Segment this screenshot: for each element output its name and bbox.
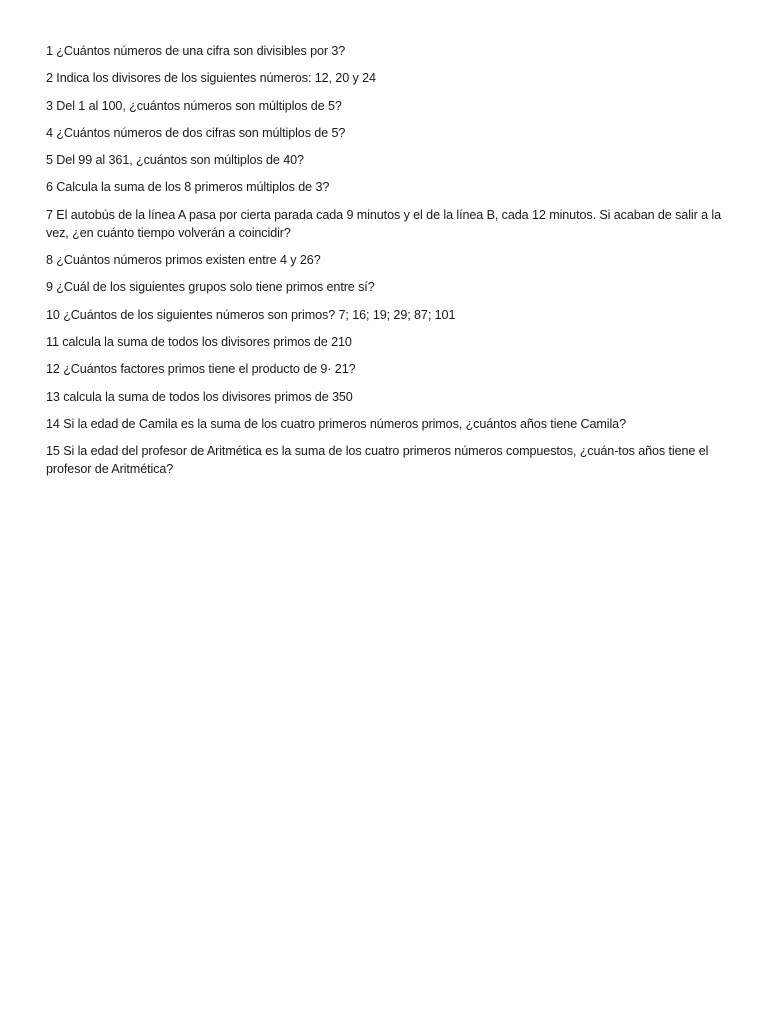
question-7: 7 El autobús de la línea A pasa por cierta parada cada 9 minutos y el de la línea B, cada 12 minutos. Si acaban de salir a la vez, ¿en cuánto tiempo volverán a coincidir? [46, 207, 721, 240]
question-9: 9 ¿Cuál de los siguientes grupos solo tiene primos entre sí? [46, 280, 375, 295]
question-2: 2 Indica los divisores de los siguientes números: 12, 20 y 24 [46, 71, 376, 86]
question-15: 15 Si la edad del profesor de Aritmética es la suma de los cuatro primeros números compuestos, ¿cuán-tos años tiene el profesor de Aritmética? [46, 444, 709, 477]
question-6: 6 Calcula la suma de los 8 primeros múltiplos de 3? [46, 180, 330, 195]
question-14: 14 Si la edad de Camila es la suma de los cuatro primeros números primos, ¿cuántos años tiene Camila? [46, 416, 626, 431]
question-5: 5 Del 99 al 361, ¿cuántos son múltiplos de 40? [46, 153, 304, 168]
question-10: 10 ¿Cuántos de los siguientes números son primos? 7; 16; 19; 29; 87; 101 [46, 307, 456, 322]
question-11: 11 calcula la suma de todos los divisores primos de 210 [46, 334, 352, 349]
question-3: 3 Del 1 al 100, ¿cuántos números son múltiplos de 5? [46, 98, 342, 113]
question-1: 1 ¿Cuántos números de una cifra son divisibles por 3? [46, 44, 346, 58]
question-12: 12 ¿Cuántos factores primos tiene el producto de 9· 21? [46, 362, 356, 377]
question-13: 13 calcula la suma de todos los divisores primos de 350 [46, 389, 353, 404]
question-8: 8 ¿Cuántos números primos existen entre 4 y 26? [46, 253, 321, 268]
question-list [46, 42, 726, 487]
question-4: 4 ¿Cuántos números de dos cifras son múltiplos de 5? [46, 125, 346, 140]
